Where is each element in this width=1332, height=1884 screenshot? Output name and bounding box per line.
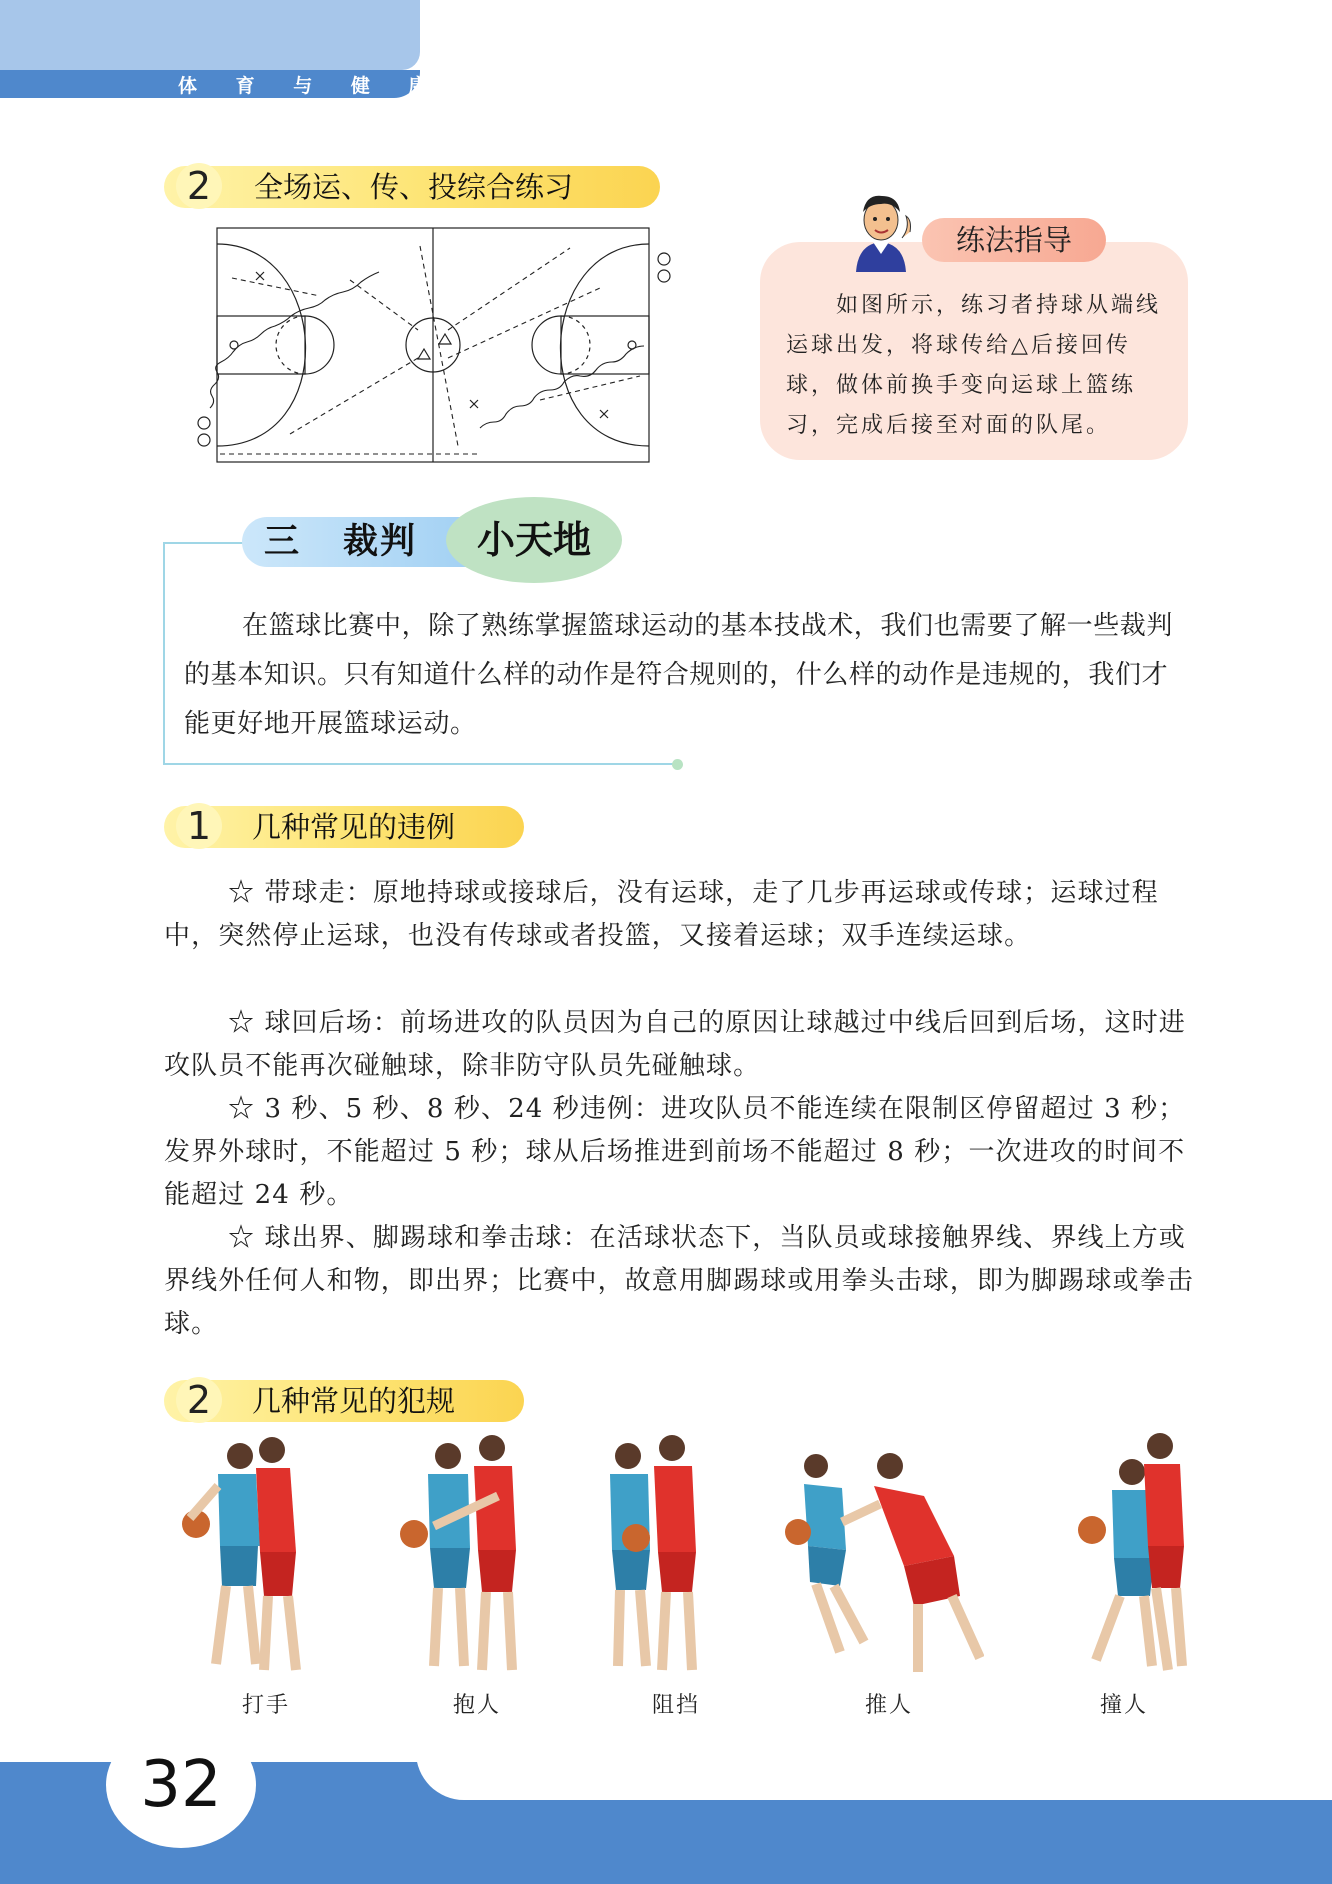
player-marker xyxy=(658,253,670,265)
dribble-path-right xyxy=(480,346,644,428)
violation-item: ☆ 球回后场：前场进攻的队员因为自己的原因让球越过中线后回到后场，这时进攻队员不能再次碰触球，除非防守队员先碰触球。 xyxy=(164,1008,1186,1081)
drill-section-title xyxy=(164,166,660,208)
fouls-section-label: 几种常见的犯规 xyxy=(252,1384,456,1418)
violations-section-label: 几种常见的违例 xyxy=(252,810,456,844)
drill-section-label: 全场运、传、投综合练习 xyxy=(254,170,574,204)
foul-caption: 抱人 xyxy=(452,1693,501,1718)
coach-illustration xyxy=(846,192,916,274)
fouls-section-title xyxy=(164,1380,524,1422)
frame-line xyxy=(163,763,678,765)
footer-cutout xyxy=(416,1752,1332,1800)
guide-title: 练法指导 xyxy=(922,218,1106,262)
foul-photo-blocking xyxy=(600,1426,720,1680)
subject-title: 体 育 与 健 康 xyxy=(178,75,444,97)
referee-title xyxy=(264,517,417,567)
violations-section-title xyxy=(164,806,524,848)
guide-text: 如图所示，练习者持球从端线运球出发，将球传给△后接回传球，做体前换手变向运球上篮练习，完成后接至对面的队尾。 xyxy=(786,293,1162,438)
foul-photo-pushing xyxy=(784,1426,984,1680)
frame-line xyxy=(163,542,245,544)
foul-caption: 打手 xyxy=(241,1693,290,1718)
fouls-section-number: 2 xyxy=(176,1377,222,1423)
player-marker xyxy=(658,270,670,282)
frame-line xyxy=(163,542,165,765)
foul-caption: 阻挡 xyxy=(651,1693,700,1718)
drill-section-number: 2 xyxy=(176,163,222,209)
passer-triangle xyxy=(418,349,430,359)
referee-badge: 小天地 xyxy=(476,518,591,562)
foul-photo-hitting xyxy=(160,1426,330,1680)
violation-item: ☆ 带球走：原地持球或接球后，没有运球，走了几步再运球或传球；运球过程中，突然停止运球，也没有传球或者投篮，又接着运球；双手连续运球。 xyxy=(164,878,1159,951)
dribble-path-left xyxy=(210,272,379,408)
violations-section-number: 1 xyxy=(176,803,222,849)
referee-intro: 在篮球比赛中，除了熟练掌握篮球运动的基本技战术，我们也需要了解一些裁判的基本知识。只有知道什么样的动作是符合规则的，什么样的动作是违规的，我们才能更好地开展篮球运动。 xyxy=(184,611,1174,739)
referee-label: 裁判 xyxy=(343,522,418,562)
passer-triangle xyxy=(439,334,451,344)
court-diagram xyxy=(180,218,680,478)
header-band xyxy=(0,0,420,70)
page-number: 32 xyxy=(140,1748,222,1822)
foul-photo-holding xyxy=(394,1426,534,1680)
violation-item: ☆ 球出界、脚踢球和拳击球：在活球状态下，当队员或球接触界线、界线上方或界线外任何人和物，即出界；比赛中，故意用脚踢球或用拳头击球，即为脚踢球或拳击球。 xyxy=(164,1223,1194,1339)
violation-item: ☆ 3 秒、5 秒、8 秒、24 秒违例：进攻队员不能连续在限制区停留超过 3 秒；发界外球时，不能超过 5 秒；球从后场推进到前场不能超过 8 秒；一次进攻的时间不能超过 24 秒。 xyxy=(164,1094,1186,1210)
foul-caption: 撞人 xyxy=(1099,1693,1148,1718)
referee-number: 三 xyxy=(264,522,302,562)
foul-caption: 推人 xyxy=(864,1693,913,1718)
player-marker xyxy=(198,434,210,446)
player-marker xyxy=(198,417,210,429)
frame-dot xyxy=(672,759,683,770)
foul-photo-charging xyxy=(1056,1426,1196,1680)
